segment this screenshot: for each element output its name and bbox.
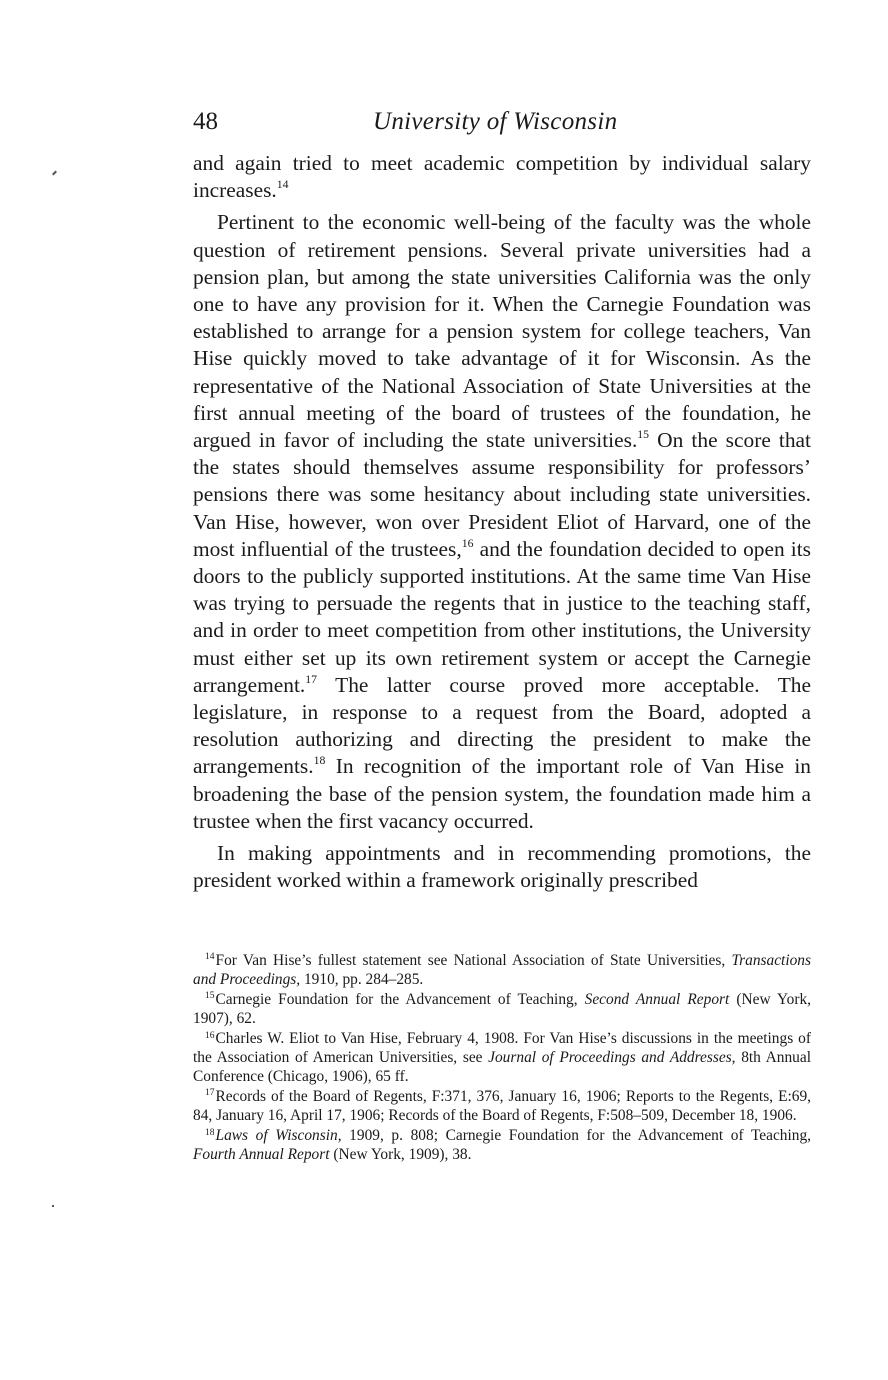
running-title: University of Wisconsin [373,108,618,135]
footnote-ref: 18 [313,754,326,768]
paragraph: and again tried to meet academic competition by individual salary increases.$^{14}$ [193,151,811,203]
page-number: 48 [193,108,218,135]
footnote: $^{14}$For Van Hise’s fullest statement see National Association of State Universities, Transactions and Proceedings, 1910, pp. 284–285. [193,951,811,988]
footnotes [193,952,811,1167]
footnote: $^{18}$Laws of Wisconsin, 1909, p. 808; Carnegie Foundation for the Advancement of Teaching, Fourth Annual Report (New York, 1909), 38. [193,1126,811,1163]
footnote-ref: 16 [461,537,474,551]
footnote-number: 18 [205,1126,215,1138]
scan-speck [52,1205,54,1207]
footnote-number: 17 [205,1087,215,1099]
footnote: $^{15}$Carnegie Foundation for the Advancement of Teaching, Second Annual Report (New York, 1907), 62. [193,990,811,1027]
footnote-ref: 17 [305,673,318,687]
footnote: $^{17}$Records of the Board of Regents, F:371, 376, January 16, 1906; Reports to the Regents, E:69, 84, January 16, April 17, 1906; Records of the Board of Regents, F:508–509, December 18, 1906. [193,1087,811,1124]
footnote-number: 16 [205,1029,215,1041]
running-header [193,108,811,142]
paragraph: Pertinent to the economic well-being of the faculty was the whole question of retirement pensions. Several private universities had a pension plan, but among the state universities California was the only one to have any provision for it. When the Carnegie Foundation was established to arrange for a pension system for college teachers, Van Hise quickly moved to take advantage of it for Wisconsin. As the representative of the National Association of State Universities at the first annual meeting of the board of trustees of the foundation, he argued in favor of including the state universities.$^{15}$ On the score that the states should themselves assume responsibility for professors’ pensions there was some hesitancy about including state universities. Van Hise, however, won over President Eliot of Harvard, one of the most influential of the trustees,$^{16}$ and the foundation decided to open its doors to the publicly supported institutions. At the same time Van Hise was trying to persuade the regents that in justice to the teaching staff, and in order to meet competition from other institutions, the University must either set up its own retirement system or accept the Carnegie arrangement.$^{17}$ The latter course proved more acceptable. The legislature, in response to a request from the Board, adopted a resolution authorizing and directing the president to make the arrangements.$^{18}$ In recognition of the important role of Van Hise in broadening the base of the pension system, the foundation made him a trustee when the first vacancy occurred. [193,210,811,833]
footnote-ref: 15 [637,428,650,442]
footnote-number: 15 [205,990,215,1002]
body-text [193,150,811,894]
paragraph: In making appointments and in recommending promotions, the president worked within a framework originally prescribed [193,841,811,893]
footnote-ref: 14 [276,178,289,192]
footnote-number: 14 [205,951,215,963]
scan-speck [52,171,57,176]
footnote: $^{16}$Charles W. Eliot to Van Hise, February 4, 1908. For Van Hise’s discussions in the meetings of the Association of American Universities, see Journal of Proceedings and Addresses, 8th Annual Conference (Chicago, 1906), 65 ff. [193,1029,811,1085]
